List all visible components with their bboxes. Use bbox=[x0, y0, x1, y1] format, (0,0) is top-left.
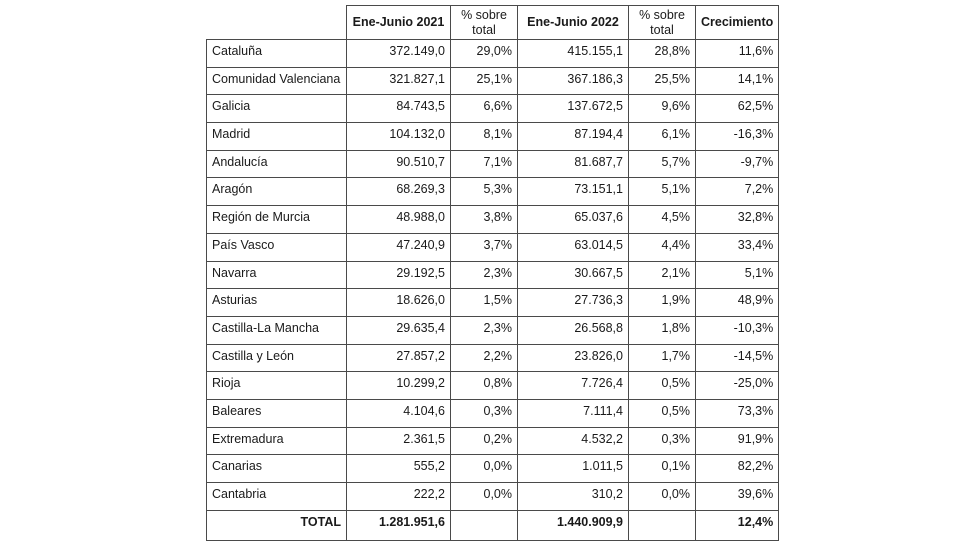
total-label: TOTAL bbox=[207, 510, 347, 540]
region-cell: Región de Murcia bbox=[207, 206, 347, 234]
pct-2022-cell: 0,1% bbox=[629, 455, 696, 483]
value-2021-cell: 372.149,0 bbox=[347, 40, 451, 68]
value-2022-cell: 1.011,5 bbox=[518, 455, 629, 483]
header-crecimiento: Crecimiento bbox=[696, 6, 779, 40]
pct-2022-cell: 4,5% bbox=[629, 206, 696, 234]
pct-2022-cell: 5,1% bbox=[629, 178, 696, 206]
value-2021-cell: 68.269,3 bbox=[347, 178, 451, 206]
pct-2021-cell: 0,0% bbox=[451, 455, 518, 483]
pct-2021-cell: 0,8% bbox=[451, 372, 518, 400]
data-table bbox=[206, 5, 779, 541]
growth-cell: 5,1% bbox=[696, 261, 779, 289]
growth-cell: 7,2% bbox=[696, 178, 779, 206]
region-cell: Castilla-La Mancha bbox=[207, 316, 347, 344]
table-row bbox=[207, 67, 779, 95]
pct-2021-cell: 6,6% bbox=[451, 95, 518, 123]
value-2021-cell: 48.988,0 bbox=[347, 206, 451, 234]
pct-2022-cell: 6,1% bbox=[629, 123, 696, 151]
pct-2021-cell: 7,1% bbox=[451, 150, 518, 178]
growth-cell: 91,9% bbox=[696, 427, 779, 455]
table-row bbox=[207, 95, 779, 123]
header-pct-2021: % sobre total bbox=[451, 6, 518, 40]
region-cell: Castilla y León bbox=[207, 344, 347, 372]
region-cell: Cataluña bbox=[207, 40, 347, 68]
pct-2022-cell: 0,5% bbox=[629, 399, 696, 427]
pct-2022-cell: 4,4% bbox=[629, 233, 696, 261]
value-2022-cell: 415.155,1 bbox=[518, 40, 629, 68]
growth-cell: -16,3% bbox=[696, 123, 779, 151]
pct-2021-cell: 0,2% bbox=[451, 427, 518, 455]
value-2021-cell: 27.857,2 bbox=[347, 344, 451, 372]
total-v2022: 1.440.909,9 bbox=[518, 510, 629, 540]
growth-cell: -25,0% bbox=[696, 372, 779, 400]
growth-cell: -14,5% bbox=[696, 344, 779, 372]
region-cell: Cantabria bbox=[207, 483, 347, 511]
region-cell: Andalucía bbox=[207, 150, 347, 178]
total-p2022 bbox=[629, 510, 696, 540]
region-cell: Aragón bbox=[207, 178, 347, 206]
value-2022-cell: 137.672,5 bbox=[518, 95, 629, 123]
value-2022-cell: 30.667,5 bbox=[518, 261, 629, 289]
value-2022-cell: 65.037,6 bbox=[518, 206, 629, 234]
region-cell: Madrid bbox=[207, 123, 347, 151]
pct-2022-cell: 25,5% bbox=[629, 67, 696, 95]
header-ene-junio-2021: Ene-Junio 2021 bbox=[347, 6, 451, 40]
value-2021-cell: 29.192,5 bbox=[347, 261, 451, 289]
growth-cell: 33,4% bbox=[696, 233, 779, 261]
value-2021-cell: 29.635,4 bbox=[347, 316, 451, 344]
pct-2021-cell: 0,0% bbox=[451, 483, 518, 511]
pct-2021-cell: 2,2% bbox=[451, 344, 518, 372]
region-cell: País Vasco bbox=[207, 233, 347, 261]
pct-2021-cell: 2,3% bbox=[451, 261, 518, 289]
pct-2021-cell: 25,1% bbox=[451, 67, 518, 95]
pct-2022-cell: 2,1% bbox=[629, 261, 696, 289]
pct-2022-cell: 0,3% bbox=[629, 427, 696, 455]
pct-2021-cell: 1,5% bbox=[451, 289, 518, 317]
value-2021-cell: 10.299,2 bbox=[347, 372, 451, 400]
value-2022-cell: 81.687,7 bbox=[518, 150, 629, 178]
value-2021-cell: 321.827,1 bbox=[347, 67, 451, 95]
table-row bbox=[207, 261, 779, 289]
value-2021-cell: 555,2 bbox=[347, 455, 451, 483]
region-cell: Comunidad Valenciana bbox=[207, 67, 347, 95]
pct-2022-cell: 0,0% bbox=[629, 483, 696, 511]
pct-2021-cell: 3,8% bbox=[451, 206, 518, 234]
table-row bbox=[207, 372, 779, 400]
value-2021-cell: 47.240,9 bbox=[347, 233, 451, 261]
growth-cell: -9,7% bbox=[696, 150, 779, 178]
region-cell: Navarra bbox=[207, 261, 347, 289]
growth-cell: 82,2% bbox=[696, 455, 779, 483]
table-row bbox=[207, 289, 779, 317]
region-cell: Galicia bbox=[207, 95, 347, 123]
pct-2021-cell: 3,7% bbox=[451, 233, 518, 261]
header-pct-2022: % sobre total bbox=[629, 6, 696, 40]
value-2022-cell: 26.568,8 bbox=[518, 316, 629, 344]
value-2021-cell: 18.626,0 bbox=[347, 289, 451, 317]
value-2022-cell: 7.726,4 bbox=[518, 372, 629, 400]
table-row bbox=[207, 427, 779, 455]
value-2022-cell: 27.736,3 bbox=[518, 289, 629, 317]
table-row bbox=[207, 178, 779, 206]
region-cell: Canarias bbox=[207, 455, 347, 483]
total-growth: 12,4% bbox=[696, 510, 779, 540]
growth-cell: 48,9% bbox=[696, 289, 779, 317]
total-row bbox=[207, 510, 779, 540]
header-ene-junio-2022: Ene-Junio 2022 bbox=[518, 6, 629, 40]
value-2022-cell: 63.014,5 bbox=[518, 233, 629, 261]
value-2022-cell: 310,2 bbox=[518, 483, 629, 511]
table-row bbox=[207, 344, 779, 372]
value-2021-cell: 84.743,5 bbox=[347, 95, 451, 123]
growth-cell: 11,6% bbox=[696, 40, 779, 68]
region-cell: Rioja bbox=[207, 372, 347, 400]
growth-cell: -10,3% bbox=[696, 316, 779, 344]
table-row bbox=[207, 483, 779, 511]
value-2021-cell: 104.132,0 bbox=[347, 123, 451, 151]
pct-2022-cell: 9,6% bbox=[629, 95, 696, 123]
pct-2022-cell: 0,5% bbox=[629, 372, 696, 400]
region-cell: Baleares bbox=[207, 399, 347, 427]
region-cell: Extremadura bbox=[207, 427, 347, 455]
table-row bbox=[207, 150, 779, 178]
pct-2021-cell: 5,3% bbox=[451, 178, 518, 206]
table-row bbox=[207, 399, 779, 427]
value-2021-cell: 4.104,6 bbox=[347, 399, 451, 427]
total-v2021: 1.281.951,6 bbox=[347, 510, 451, 540]
pct-2022-cell: 1,7% bbox=[629, 344, 696, 372]
value-2022-cell: 73.151,1 bbox=[518, 178, 629, 206]
growth-cell: 62,5% bbox=[696, 95, 779, 123]
growth-cell: 73,3% bbox=[696, 399, 779, 427]
table-row bbox=[207, 316, 779, 344]
growth-cell: 14,1% bbox=[696, 67, 779, 95]
value-2022-cell: 87.194,4 bbox=[518, 123, 629, 151]
value-2021-cell: 222,2 bbox=[347, 483, 451, 511]
table-body bbox=[207, 40, 779, 541]
growth-cell: 39,6% bbox=[696, 483, 779, 511]
total-p2021 bbox=[451, 510, 518, 540]
pct-2021-cell: 2,3% bbox=[451, 316, 518, 344]
value-2022-cell: 4.532,2 bbox=[518, 427, 629, 455]
pct-2022-cell: 1,8% bbox=[629, 316, 696, 344]
value-2022-cell: 23.826,0 bbox=[518, 344, 629, 372]
table-row bbox=[207, 123, 779, 151]
pct-2021-cell: 29,0% bbox=[451, 40, 518, 68]
region-cell: Asturias bbox=[207, 289, 347, 317]
value-2022-cell: 367.186,3 bbox=[518, 67, 629, 95]
pct-2021-cell: 8,1% bbox=[451, 123, 518, 151]
header-row bbox=[207, 6, 779, 40]
value-2021-cell: 90.510,7 bbox=[347, 150, 451, 178]
table-row bbox=[207, 233, 779, 261]
pct-2022-cell: 1,9% bbox=[629, 289, 696, 317]
header-blank bbox=[207, 6, 347, 40]
pct-2022-cell: 5,7% bbox=[629, 150, 696, 178]
value-2021-cell: 2.361,5 bbox=[347, 427, 451, 455]
table-row bbox=[207, 40, 779, 68]
growth-cell: 32,8% bbox=[696, 206, 779, 234]
pct-2022-cell: 28,8% bbox=[629, 40, 696, 68]
value-2022-cell: 7.111,4 bbox=[518, 399, 629, 427]
pct-2021-cell: 0,3% bbox=[451, 399, 518, 427]
table-row bbox=[207, 206, 779, 234]
table-row bbox=[207, 455, 779, 483]
